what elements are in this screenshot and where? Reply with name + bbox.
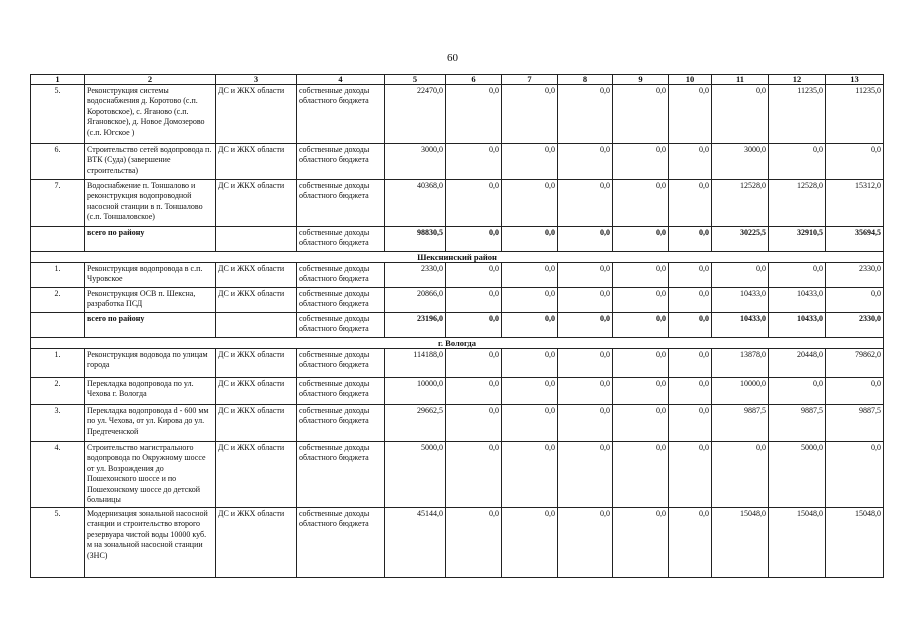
column-header: 5 bbox=[385, 75, 446, 85]
funding-source: собственные доходы областного бюджета bbox=[297, 442, 385, 508]
row-number bbox=[31, 313, 85, 338]
amount-cell: 2330,0 bbox=[826, 263, 884, 288]
row-number: 6. bbox=[31, 144, 85, 180]
row-number: 4. bbox=[31, 442, 85, 508]
amount-cell: 2330,0 bbox=[826, 313, 884, 338]
amount-cell: 0,0 bbox=[446, 349, 502, 378]
amount-cell: 0,0 bbox=[669, 288, 712, 313]
amount-cell: 0,0 bbox=[446, 85, 502, 144]
amount-cell: 0,0 bbox=[613, 180, 669, 227]
executor: ДС и ЖКХ области bbox=[216, 508, 297, 578]
project-name: Реконструкция водопровода в с.п. Чуровское bbox=[85, 263, 216, 288]
amount-cell: 0,0 bbox=[502, 378, 558, 405]
amount-cell: 5000,0 bbox=[769, 442, 826, 508]
column-header: 4 bbox=[297, 75, 385, 85]
table-row bbox=[31, 442, 884, 508]
amount-cell: 0,0 bbox=[669, 144, 712, 180]
district-total-row bbox=[31, 227, 884, 252]
amount-cell: 0,0 bbox=[502, 144, 558, 180]
project-name: Реконструкция водовода по улицам города bbox=[85, 349, 216, 378]
amount-cell: 0,0 bbox=[669, 313, 712, 338]
amount-cell: 0,0 bbox=[712, 85, 769, 144]
column-header: 1 bbox=[31, 75, 85, 85]
amount-cell: 0,0 bbox=[558, 180, 613, 227]
amount-cell: 0,0 bbox=[502, 313, 558, 338]
executor: ДС и ЖКХ области bbox=[216, 85, 297, 144]
funding-source: собственные доходы областного бюджета bbox=[297, 405, 385, 442]
amount-cell: 114188,0 bbox=[385, 349, 446, 378]
amount-cell: 0,0 bbox=[502, 180, 558, 227]
row-number: 5. bbox=[31, 85, 85, 144]
amount-cell: 15048,0 bbox=[769, 508, 826, 578]
amount-cell: 15048,0 bbox=[712, 508, 769, 578]
amount-cell: 0,0 bbox=[502, 405, 558, 442]
table-row bbox=[31, 263, 884, 288]
project-name: Модернизация зональной насосной станции и строительство второго резервуара чистой воды 10000 куб. м на зональной насосной станции (ЗНС) bbox=[85, 508, 216, 578]
amount-cell: 0,0 bbox=[558, 144, 613, 180]
amount-cell: 0,0 bbox=[558, 349, 613, 378]
amount-cell: 3000,0 bbox=[385, 144, 446, 180]
executor: ДС и ЖКХ области bbox=[216, 349, 297, 378]
column-header: 9 bbox=[613, 75, 669, 85]
amount-cell: 12528,0 bbox=[712, 180, 769, 227]
amount-cell: 0,0 bbox=[669, 508, 712, 578]
amount-cell: 0,0 bbox=[769, 263, 826, 288]
amount-cell: 0,0 bbox=[613, 349, 669, 378]
funding-table bbox=[30, 74, 884, 578]
amount-cell: 2330,0 bbox=[385, 263, 446, 288]
funding-source: собственные доходы областного бюджета bbox=[297, 508, 385, 578]
amount-cell: 0,0 bbox=[446, 227, 502, 252]
amount-cell: 0,0 bbox=[558, 405, 613, 442]
amount-cell: 10433,0 bbox=[712, 313, 769, 338]
row-number: 3. bbox=[31, 405, 85, 442]
amount-cell: 0,0 bbox=[769, 378, 826, 405]
amount-cell: 0,0 bbox=[826, 144, 884, 180]
table-row bbox=[31, 378, 884, 405]
project-name: Перекладка водопровода d - 600 мм по ул. Чехова, от ул. Кирова до ул. Предтеченской bbox=[85, 405, 216, 442]
amount-cell: 11235,0 bbox=[826, 85, 884, 144]
amount-cell: 0,0 bbox=[502, 442, 558, 508]
row-number: 5. bbox=[31, 508, 85, 578]
amount-cell: 0,0 bbox=[613, 508, 669, 578]
amount-cell: 0,0 bbox=[669, 442, 712, 508]
amount-cell: 0,0 bbox=[446, 442, 502, 508]
amount-cell: 0,0 bbox=[502, 349, 558, 378]
amount-cell: 0,0 bbox=[613, 144, 669, 180]
executor: ДС и ЖКХ области bbox=[216, 442, 297, 508]
project-name: Строительство магистрального водопровода по Окружному шоссе от ул. Возрождения до Пошехонского шоссе и по Пошехонскому шоссе до детской больницы bbox=[85, 442, 216, 508]
amount-cell: 10000,0 bbox=[385, 378, 446, 405]
amount-cell: 45144,0 bbox=[385, 508, 446, 578]
amount-cell: 15312,0 bbox=[826, 180, 884, 227]
project-name: Водоснабжение п. Тоншалово и реконструкция водопроводной насосной станции в п. Тоншалово (с.п. Тоншаловское) bbox=[85, 180, 216, 227]
amount-cell: 0,0 bbox=[669, 405, 712, 442]
row-number: 1. bbox=[31, 263, 85, 288]
amount-cell: 0,0 bbox=[446, 405, 502, 442]
executor: ДС и ЖКХ области bbox=[216, 405, 297, 442]
amount-cell: 5000,0 bbox=[385, 442, 446, 508]
amount-cell: 11235,0 bbox=[769, 85, 826, 144]
project-name: Реконструкция системы водоснабжения д. Коротово (с.п. Коротовское), с. Яганово (с.п. Ягановское), д. Новое Домозерово (с.п. Югское ) bbox=[85, 85, 216, 144]
amount-cell: 0,0 bbox=[613, 288, 669, 313]
table-body bbox=[31, 85, 884, 578]
column-header: 7 bbox=[502, 75, 558, 85]
table-row bbox=[31, 144, 884, 180]
amount-cell: 10000,0 bbox=[712, 378, 769, 405]
funding-source: собственные доходы областного бюджета bbox=[297, 144, 385, 180]
funding-source: собственные доходы областного бюджета bbox=[297, 378, 385, 405]
amount-cell: 0,0 bbox=[613, 263, 669, 288]
amount-cell: 0,0 bbox=[446, 313, 502, 338]
amount-cell: 0,0 bbox=[558, 442, 613, 508]
funding-source: собственные доходы областного бюджета bbox=[297, 349, 385, 378]
executor bbox=[216, 227, 297, 252]
funding-source: собственные доходы областного бюджета bbox=[297, 180, 385, 227]
amount-cell: 98830,5 bbox=[385, 227, 446, 252]
amount-cell: 30225,5 bbox=[712, 227, 769, 252]
column-header: 12 bbox=[769, 75, 826, 85]
amount-cell: 0,0 bbox=[558, 288, 613, 313]
row-number: 2. bbox=[31, 288, 85, 313]
amount-cell: 29662,5 bbox=[385, 405, 446, 442]
section-title: Шекснинский район bbox=[31, 252, 884, 263]
column-header: 10 bbox=[669, 75, 712, 85]
amount-cell: 79862,0 bbox=[826, 349, 884, 378]
column-header: 2 bbox=[85, 75, 216, 85]
column-header: 3 bbox=[216, 75, 297, 85]
amount-cell: 32910,5 bbox=[769, 227, 826, 252]
amount-cell: 0,0 bbox=[446, 144, 502, 180]
executor bbox=[216, 313, 297, 338]
amount-cell: 0,0 bbox=[446, 263, 502, 288]
amount-cell: 23196,0 bbox=[385, 313, 446, 338]
amount-cell: 0,0 bbox=[613, 227, 669, 252]
funding-source: собственные доходы областного бюджета bbox=[297, 288, 385, 313]
amount-cell: 0,0 bbox=[446, 180, 502, 227]
section-title: г. Вологда bbox=[31, 338, 884, 349]
project-name: Реконструкция ОСВ п. Шексна, разработка ПСД bbox=[85, 288, 216, 313]
table-row bbox=[31, 85, 884, 144]
section-header-row bbox=[31, 252, 884, 263]
amount-cell: 20448,0 bbox=[769, 349, 826, 378]
amount-cell: 10433,0 bbox=[769, 288, 826, 313]
amount-cell: 3000,0 bbox=[712, 144, 769, 180]
amount-cell: 0,0 bbox=[446, 378, 502, 405]
funding-source: собственные доходы областного бюджета bbox=[297, 263, 385, 288]
funding-source: собственные доходы областного бюджета bbox=[297, 313, 385, 338]
row-number bbox=[31, 227, 85, 252]
executor: ДС и ЖКХ области bbox=[216, 144, 297, 180]
amount-cell: 0,0 bbox=[613, 313, 669, 338]
district-total-row bbox=[31, 313, 884, 338]
amount-cell: 9887,5 bbox=[826, 405, 884, 442]
column-header: 6 bbox=[446, 75, 502, 85]
amount-cell: 0,0 bbox=[769, 144, 826, 180]
amount-cell: 0,0 bbox=[502, 227, 558, 252]
amount-cell: 0,0 bbox=[558, 378, 613, 405]
column-header: 11 bbox=[712, 75, 769, 85]
table-row bbox=[31, 349, 884, 378]
amount-cell: 0,0 bbox=[502, 508, 558, 578]
amount-cell: 0,0 bbox=[669, 263, 712, 288]
amount-cell: 0,0 bbox=[558, 85, 613, 144]
project-name: всего по району bbox=[85, 313, 216, 338]
executor: ДС и ЖКХ области bbox=[216, 180, 297, 227]
column-number-header bbox=[31, 75, 884, 85]
amount-cell: 40368,0 bbox=[385, 180, 446, 227]
amount-cell: 0,0 bbox=[558, 313, 613, 338]
amount-cell: 0,0 bbox=[613, 85, 669, 144]
amount-cell: 0,0 bbox=[558, 508, 613, 578]
section-header-row bbox=[31, 338, 884, 349]
amount-cell: 13878,0 bbox=[712, 349, 769, 378]
project-name: Строительство сетей водопровода п. ВТК (Суда) (завершение строительства) bbox=[85, 144, 216, 180]
amount-cell: 22470,0 bbox=[385, 85, 446, 144]
amount-cell: 0,0 bbox=[502, 85, 558, 144]
amount-cell: 0,0 bbox=[712, 442, 769, 508]
row-number: 7. bbox=[31, 180, 85, 227]
row-number: 2. bbox=[31, 378, 85, 405]
amount-cell: 0,0 bbox=[826, 442, 884, 508]
amount-cell: 0,0 bbox=[613, 442, 669, 508]
row-number: 1. bbox=[31, 349, 85, 378]
amount-cell: 0,0 bbox=[613, 378, 669, 405]
funding-source: собственные доходы областного бюджета bbox=[297, 85, 385, 144]
amount-cell: 0,0 bbox=[613, 405, 669, 442]
amount-cell: 0,0 bbox=[558, 263, 613, 288]
amount-cell: 0,0 bbox=[826, 378, 884, 405]
amount-cell: 0,0 bbox=[669, 349, 712, 378]
table-row bbox=[31, 180, 884, 227]
amount-cell: 0,0 bbox=[712, 263, 769, 288]
executor: ДС и ЖКХ области bbox=[216, 263, 297, 288]
amount-cell: 10433,0 bbox=[712, 288, 769, 313]
executor: ДС и ЖКХ области bbox=[216, 288, 297, 313]
amount-cell: 0,0 bbox=[669, 378, 712, 405]
column-header: 8 bbox=[558, 75, 613, 85]
table-row bbox=[31, 405, 884, 442]
table-row bbox=[31, 288, 884, 313]
amount-cell: 0,0 bbox=[446, 508, 502, 578]
funding-source: собственные доходы областного бюджета bbox=[297, 227, 385, 252]
amount-cell: 35694,5 bbox=[826, 227, 884, 252]
table-row bbox=[31, 508, 884, 578]
amount-cell: 0,0 bbox=[502, 288, 558, 313]
amount-cell: 0,0 bbox=[558, 227, 613, 252]
column-header: 13 bbox=[826, 75, 884, 85]
executor: ДС и ЖКХ области bbox=[216, 378, 297, 405]
project-name: Перекладка водопровода по ул. Чехова г. Вологда bbox=[85, 378, 216, 405]
amount-cell: 0,0 bbox=[669, 85, 712, 144]
amount-cell: 0,0 bbox=[669, 227, 712, 252]
amount-cell: 0,0 bbox=[826, 288, 884, 313]
amount-cell: 0,0 bbox=[446, 288, 502, 313]
project-name: всего по району bbox=[85, 227, 216, 252]
amount-cell: 20866,0 bbox=[385, 288, 446, 313]
page-number: 60 bbox=[447, 52, 458, 64]
amount-cell: 10433,0 bbox=[769, 313, 826, 338]
amount-cell: 12528,0 bbox=[769, 180, 826, 227]
amount-cell: 15048,0 bbox=[826, 508, 884, 578]
amount-cell: 9887,5 bbox=[769, 405, 826, 442]
amount-cell: 9887,5 bbox=[712, 405, 769, 442]
amount-cell: 0,0 bbox=[669, 180, 712, 227]
amount-cell: 0,0 bbox=[502, 263, 558, 288]
